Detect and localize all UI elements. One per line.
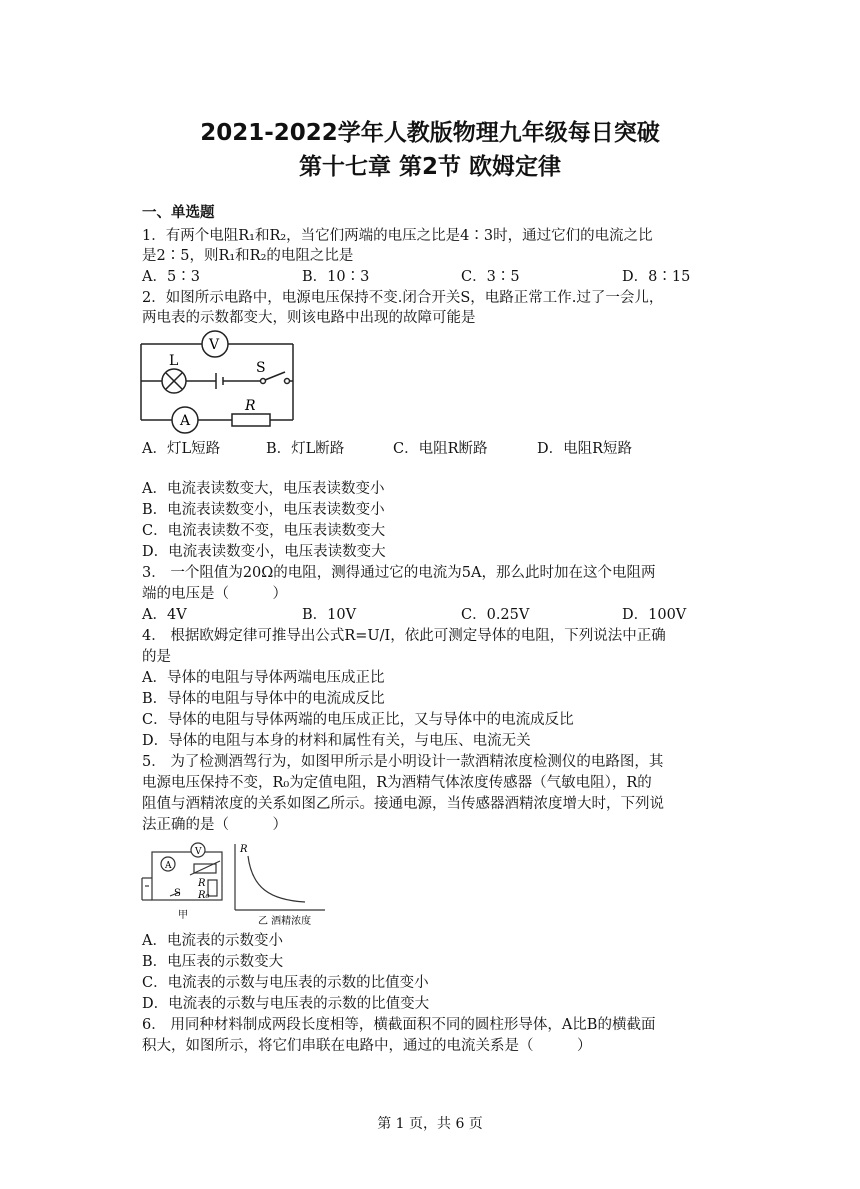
q5-stem-line2: 电源电压保持不变，R₀为定值电阻，R为酒精气体浓度传感器（气敏电阻），R的 <box>142 775 652 791</box>
q5-switch-label: S <box>174 888 181 899</box>
q3-option-d: D．100V <box>622 607 687 623</box>
q5-graph-axis-r: R <box>240 844 248 855</box>
q2-lamp-label: L <box>169 353 179 369</box>
q4-option-b: B．导体的电阻与导体中的电流成反比 <box>142 691 385 707</box>
q5-figure <box>140 838 340 928</box>
q4-stem-line1: 4． 根据欧姆定律可推导出公式R=U/I，依此可测定导体的电阻，下列说法中正确 <box>142 628 666 644</box>
q5-sensor-label: R <box>198 878 206 889</box>
q6-stem-line1: 6． 用同种材料制成两段长度相等，横截面积不同的圆柱形导体，A比B的横截面 <box>142 1017 656 1033</box>
q5-stem-line4: 法正确的是（ ） <box>142 817 287 833</box>
q1-stem-line2: 是2∶5，则R₁和R₂的电阻之比是 <box>142 248 354 264</box>
q4-option-a: A．导体的电阻与导体两端电压成正比 <box>142 670 385 686</box>
q1-option-a: A．5∶3 <box>142 269 200 285</box>
q2-switch-label: S <box>256 360 266 376</box>
q3-option-b: B．10V <box>302 607 357 623</box>
q3-option-a: A．4V <box>142 607 187 623</box>
q5-option-d: D．电流表的示数与电压表的示数的比值变大 <box>142 996 430 1012</box>
q5-option-b: B．电压表的示数变大 <box>142 954 284 970</box>
q3-option-c: C．0.25V <box>461 607 530 623</box>
q4-option-c: C．导体的电阻与导体两端的电压成正比，又与导体中的电流成反比 <box>142 712 574 728</box>
q2-voltmeter-label: V <box>209 337 220 353</box>
q4-stem-line2: 的是 <box>142 649 171 665</box>
q2-option-b: B．电流表读数变小，电压表读数变小 <box>142 502 385 518</box>
q2-circuit-diagram <box>138 330 303 435</box>
q1-option-d: D．8∶15 <box>622 269 691 285</box>
q2-option-a: A．电流表读数变大，电压表读数变小 <box>142 481 385 497</box>
q2-ammeter-label: A <box>180 413 191 429</box>
q5-voltmeter-label: V <box>195 847 202 857</box>
section-heading: 一、单选题 <box>142 205 215 221</box>
q5-graph-caption: 乙 酒精浓度 <box>258 916 312 927</box>
q2-inline-option-d: D．电阻R短路 <box>537 441 633 457</box>
q5-stem-line3: 阻值与酒精浓度的关系如图乙所示。接通电源，当传感器酒精浓度增大时，下列说 <box>142 796 664 812</box>
q2-stem-line2: 两电表的示数都变大，则该电路中出现的故障可能是 <box>142 310 476 326</box>
q2-option-c: C．电流表读数不变，电压表读数变大 <box>142 523 386 539</box>
q5-option-a: A．电流表的示数变小 <box>142 933 283 949</box>
q2-inline-option-c: C．电阻R断路 <box>393 441 488 457</box>
q2-resistor-label: R <box>245 398 256 414</box>
q2-inline-option-a: A．灯L短路 <box>142 441 221 457</box>
q3-stem-line1: 3． 一个阻值为20Ω的电阻，测得通过它的电流为5A，那么此时加在这个电阻两 <box>142 565 656 581</box>
q1-option-c: C．3∶5 <box>461 269 520 285</box>
page-footer: 第 1 页，共 6 页 <box>377 1116 483 1132</box>
q5-fig-jia-label: 甲 <box>178 910 188 921</box>
q2-stem-line1: 2．如图所示电路中，电源电压保持不变.闭合开关S，电路正常工作.过了一会儿， <box>142 290 664 306</box>
q1-option-b: B．10∶3 <box>302 269 370 285</box>
q2-option-d: D．电流表读数变小，电压表读数变大 <box>142 544 386 560</box>
document-title: 2021-2022学年人教版物理九年级每日突破 <box>200 120 660 146</box>
q4-option-d: D．导体的电阻与本身的材料和属性有关，与电压、电流无关 <box>142 733 531 749</box>
q2-inline-option-b: B．灯L断路 <box>266 441 345 457</box>
q5-option-c: C．电流表的示数与电压表的示数的比值变小 <box>142 975 429 991</box>
q6-stem-line2: 积大，如图所示，将它们串联在电路中，通过的电流关系是（ ） <box>142 1038 592 1054</box>
q3-stem-line2: 端的电压是（ ） <box>142 586 287 602</box>
document-subtitle: 第十七章 第2节 欧姆定律 <box>298 154 562 180</box>
q1-stem-line1: 1．有两个电阻R₁和R₂，当它们两端的电压之比是4∶3时，通过它们的电流之比 <box>142 228 653 244</box>
q5-r0-label: R₀ <box>198 890 210 901</box>
q5-ammeter-label: A <box>165 861 172 871</box>
q5-stem-line1: 5． 为了检测酒驾行为，如图甲所示是小明设计一款酒精浓度检测仪的电路图，其 <box>142 754 664 770</box>
